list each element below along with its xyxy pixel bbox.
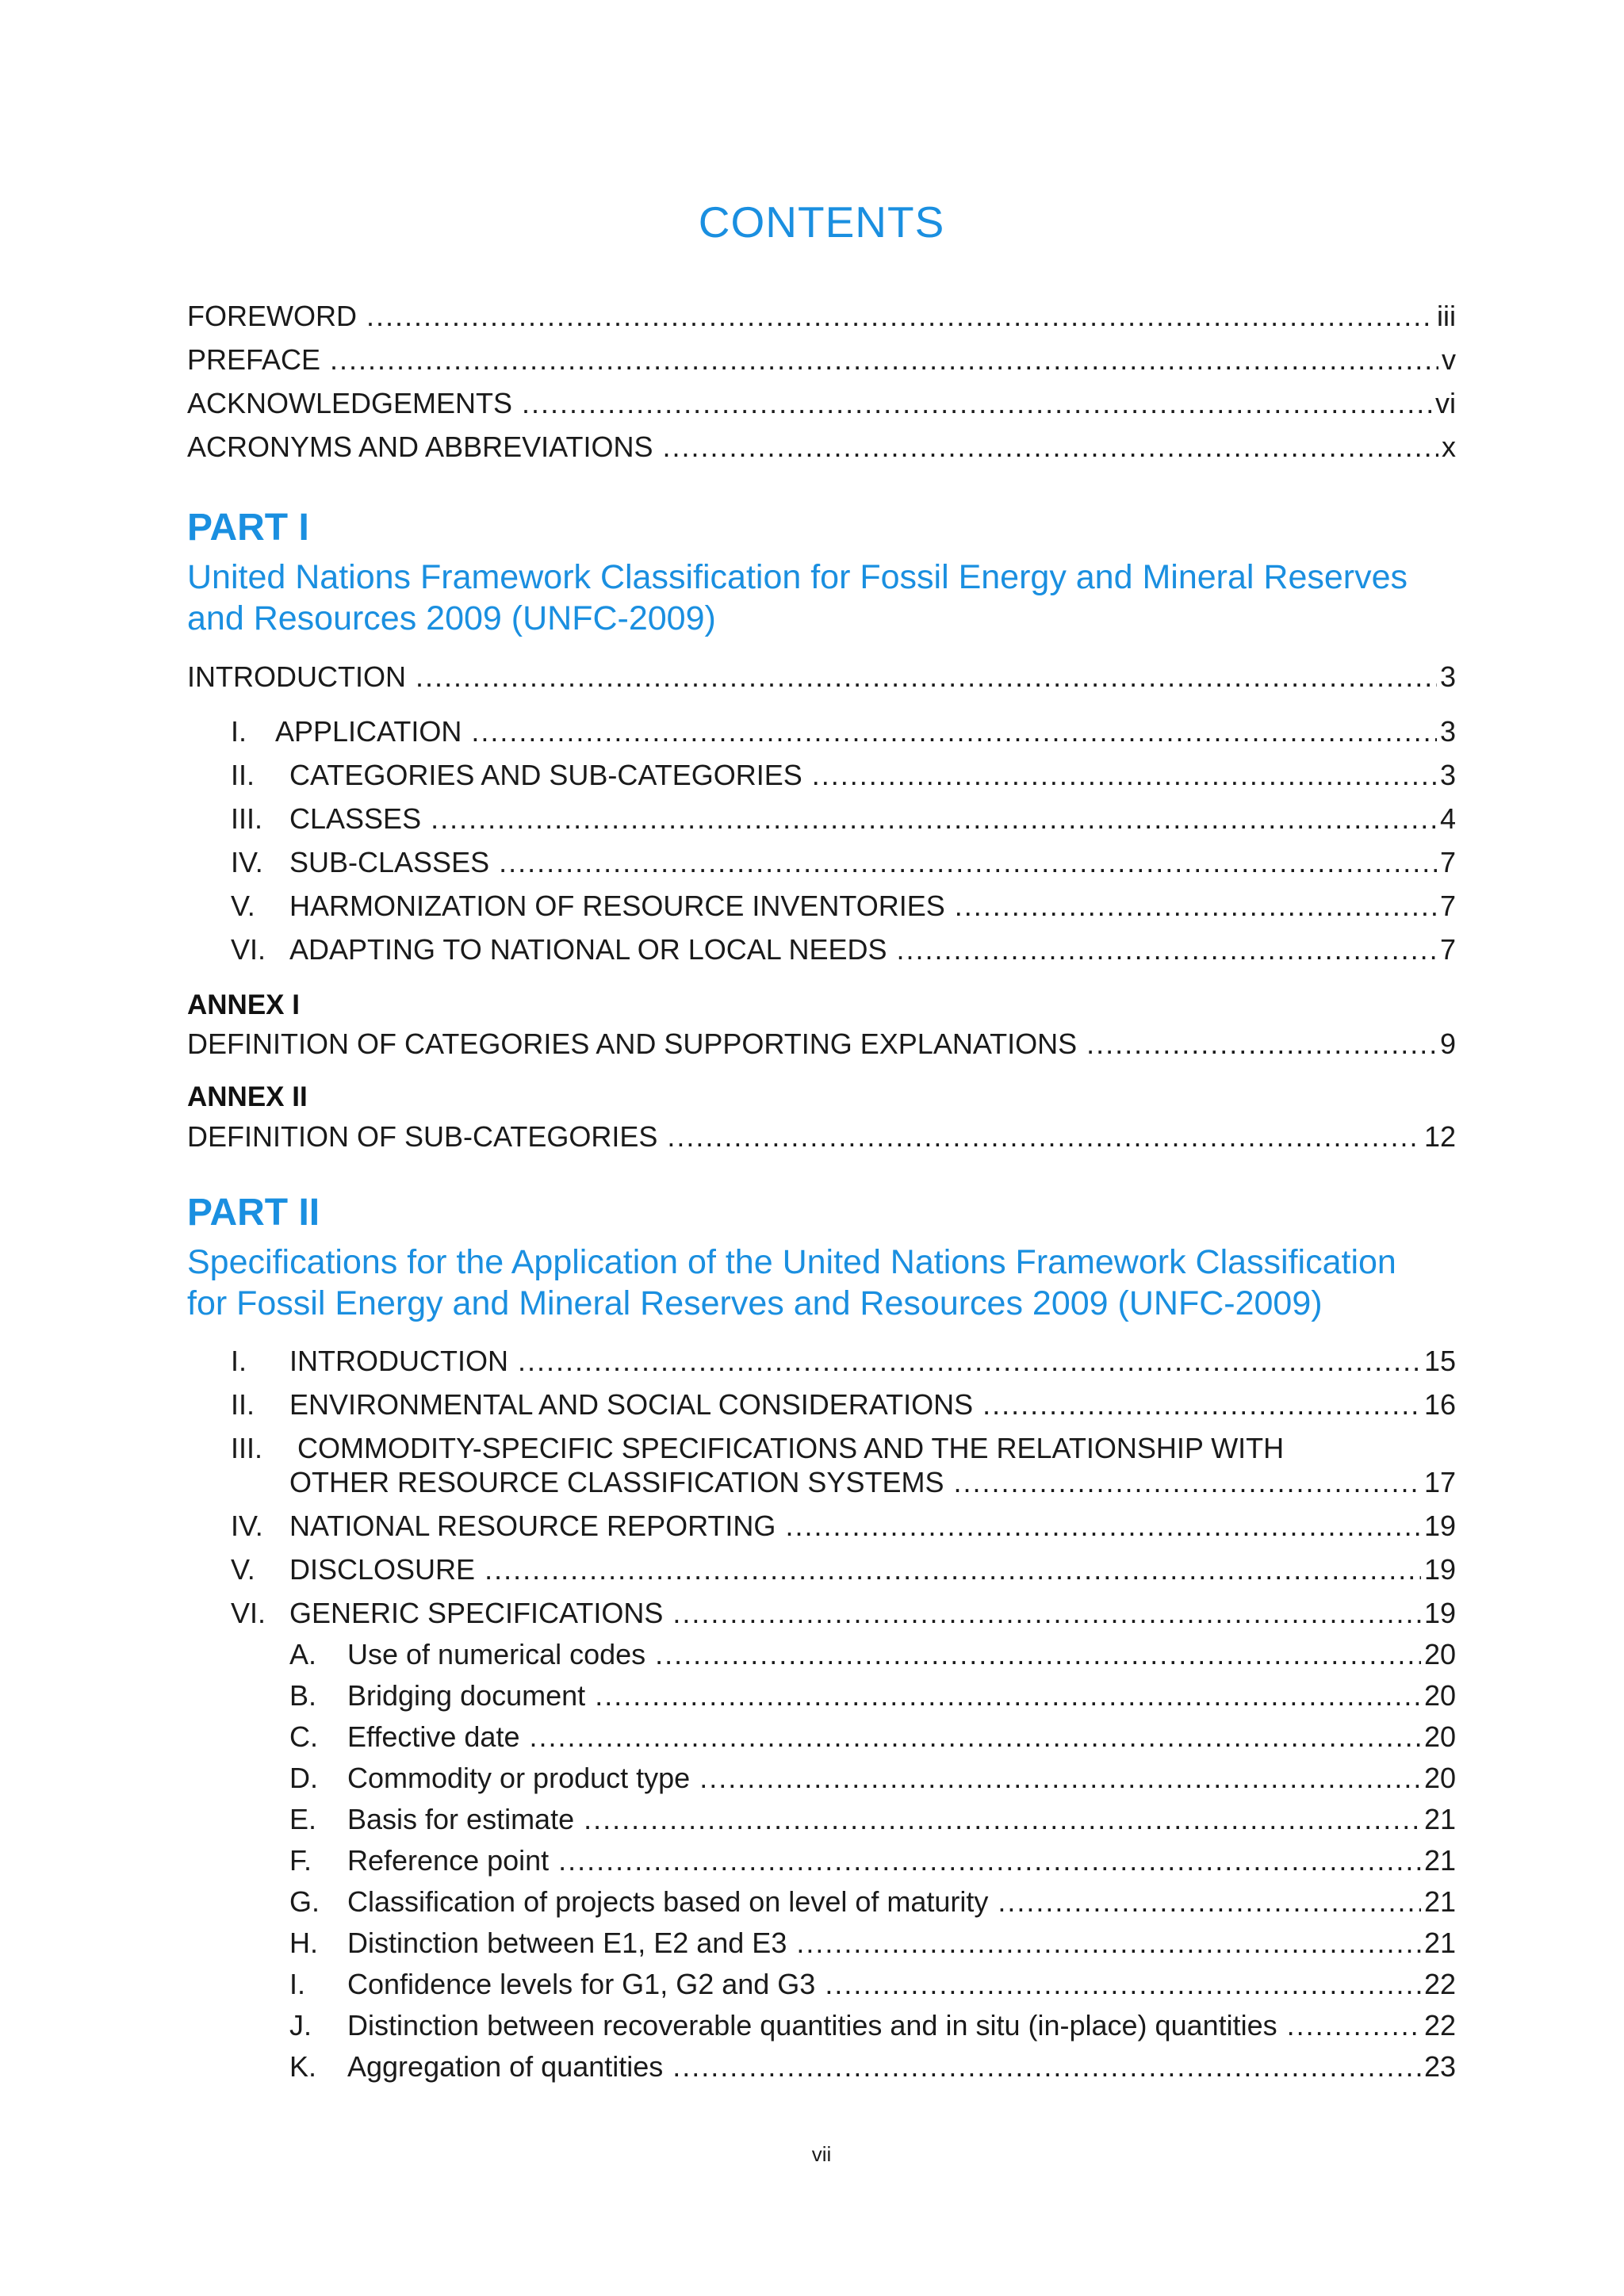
toc-leader-dots [366,297,1434,336]
toc-leader-dots [529,1717,1420,1757]
toc-leader-dots [953,1463,1421,1502]
toc-leader-dots [518,1341,1421,1381]
toc-entry-label: SUB-CLASSES [289,846,490,878]
toc-entry-label: FOREWORD [187,300,357,332]
toc-entry-section[interactable] [187,712,1456,752]
toc-page-number: 20 [1423,1720,1456,1753]
toc-entry-label: NATIONAL RESOURCE REPORTING [289,1510,776,1542]
toc-entry-section[interactable] [187,756,1456,795]
toc-entry-subsection[interactable] [187,1923,1456,1963]
toc-leader-dots [662,427,1438,467]
toc-entry-label: CATEGORIES AND SUB-CATEGORIES [289,759,802,791]
toc-section-number: V. [231,1553,255,1586]
toc-entry-subsection[interactable] [187,1882,1456,1922]
toc-entry-label: Reference point [347,1844,550,1877]
toc-page-number: 4 [1439,802,1456,835]
toc-entry-label: INTRODUCTION [187,660,406,693]
toc-leader-dots [499,843,1437,882]
toc-page-number: x [1442,430,1456,463]
page-title: CONTENTS [698,197,945,247]
footer-page-number: vii [811,2142,832,2166]
toc-page-number: 7 [1439,846,1456,878]
toc-section-number: I. [231,715,247,748]
toc-page-number: 3 [1439,660,1456,693]
toc-entry-label: DISCLOSURE [289,1553,476,1586]
toc-page-number: 23 [1423,2050,1456,2083]
toc-leader-dots [785,1506,1421,1546]
toc-page-number: 21 [1423,1885,1456,1918]
toc-entry-foreword[interactable] [187,297,1456,336]
toc-entry-section[interactable] [187,1385,1456,1425]
toc-entry-section[interactable] [187,930,1456,970]
toc-leader-dots [897,930,1437,970]
toc-section-number: VI. [231,1597,266,1629]
toc-entry-label: ACKNOWLEDGEMENTS [187,387,513,419]
toc-leader-dots [471,712,1437,752]
toc-leader-dots [416,657,1437,697]
toc-entry-subsection[interactable] [187,2047,1456,2087]
toc-leader-dots [825,1965,1421,2004]
toc-leader-dots [431,799,1437,839]
toc-page-number: 9 [1439,1027,1456,1060]
toc-page-number: vi [1435,387,1456,419]
toc-entry-section[interactable] [187,799,1456,839]
toc-leader-dots [584,1800,1421,1839]
toc-entry-label: Use of numerical codes [347,1638,646,1670]
toc-section-number: II. [231,1388,255,1421]
toc-page-number: 22 [1423,2009,1456,2042]
toc-leader-dots [595,1676,1421,1716]
toc-entry-label: ACRONYMS AND ABBREVIATIONS [187,430,653,463]
toc-subsection-letter: J. [289,2009,312,2042]
toc-entry-introduction[interactable] [187,657,1456,697]
toc-entry-section[interactable] [187,843,1456,882]
toc-page-number: 7 [1439,890,1456,922]
toc-page-number: 19 [1423,1553,1456,1586]
toc-section-number: II. [231,759,255,791]
toc-page-number: iii [1437,300,1456,332]
toc-entry-label: Commodity or product type [347,1762,691,1794]
toc-entry-label: CLASSES [289,802,422,835]
toc-page-number: 15 [1423,1345,1456,1377]
toc-page-number: 16 [1423,1388,1456,1421]
toc-entry-section[interactable] [187,1550,1456,1590]
toc-entry-section[interactable] [187,1341,1456,1381]
toc-page-number: 3 [1439,759,1456,791]
toc-entry-subsection[interactable] [187,1965,1456,2004]
toc-leader-dots [1287,2006,1421,2045]
toc-page-number: 12 [1423,1120,1456,1153]
toc-subsection-letter: D. [289,1762,318,1794]
toc-entry-subsection[interactable] [187,1635,1456,1674]
part-heading: PART II [187,1192,320,1234]
toc-page-number: 20 [1423,1679,1456,1712]
toc-entry-label: Effective date [347,1720,520,1753]
toc-entry-subsection[interactable] [187,1758,1456,1798]
toc-page-number: 20 [1423,1762,1456,1794]
toc-entry-annex[interactable] [187,1024,1456,1064]
toc-entry-label: OTHER RESOURCE CLASSIFICATION SYSTEMS [289,1466,944,1498]
toc-section-number: I. [231,1345,247,1377]
toc-entry-label: Basis for estimate [347,1803,575,1835]
toc-page-number: 22 [1423,1968,1456,2000]
toc-entry-section[interactable] [187,1594,1456,1633]
toc-entry-label: DEFINITION OF CATEGORIES AND SUPPORTING EXPLANATIONS [187,1027,1078,1060]
toc-leader-dots [558,1841,1421,1881]
toc-entry-section[interactable] [187,1506,1456,1546]
toc-entry-section-line2[interactable] [187,1463,1456,1502]
toc-entry-label: PREFACE [187,343,321,376]
toc-subsection-letter: I. [289,1968,306,2000]
toc-page-number: 20 [1423,1638,1456,1670]
toc-page-number: 19 [1423,1510,1456,1542]
toc-entry-label: APPLICATION [275,715,462,748]
toc-leader-dots [796,1923,1421,1963]
toc-leader-dots [330,340,1438,380]
toc-entry-acronyms[interactable] [187,427,1456,467]
toc-entry-label: DEFINITION OF SUB-CATEGORIES [187,1120,658,1153]
toc-entry-label: ADAPTING TO NATIONAL OR LOCAL NEEDS [289,933,887,966]
toc-section-number: IV. [231,846,263,878]
toc-section-number: IV. [231,1510,263,1542]
toc-entry-annex[interactable] [187,1117,1456,1157]
toc-subsection-letter: H. [289,1927,318,1959]
toc-subsection-letter: A. [289,1638,317,1670]
toc-entry-label: INTRODUCTION [289,1345,508,1377]
toc-leader-dots [672,2047,1421,2087]
toc-leader-dots [1086,1024,1437,1064]
toc-subsection-letter: K. [289,2050,317,2083]
part-subtitle-line2: for Fossil Energy and Mineral Reserves and Resources 2009 (UNFC-2009) [187,1284,1323,1322]
toc-page-number: 21 [1423,1844,1456,1877]
toc-page-number: 19 [1423,1597,1456,1629]
toc-subsection-letter: C. [289,1720,318,1753]
part-subtitle-line1: United Nations Framework Classification for Fossil Energy and Mineral Reserves [187,558,1408,596]
toc-entry-label: Aggregation of quantities [347,2050,664,2083]
toc-subsection-letter: G. [289,1885,320,1918]
toc-leader-dots [667,1117,1421,1157]
toc-entry-subsection[interactable] [187,1800,1456,1839]
toc-entry-label: COMMODITY-SPECIFIC SPECIFICATIONS AND THE RELATIONSHIP WITH [297,1432,1285,1464]
toc-page-number: 7 [1439,933,1456,966]
toc-leader-dots [672,1594,1421,1633]
toc-entry-label: ENVIRONMENTAL AND SOCIAL CONSIDERATIONS [289,1388,974,1421]
part-heading: PART I [187,507,309,549]
toc-leader-dots [998,1882,1421,1922]
toc-page-number: v [1442,343,1456,376]
toc-entry-label: Classification of projects based on level of maturity [347,1885,989,1918]
toc-section-number: VI. [231,933,266,966]
toc-entry-acknowledgements[interactable] [187,384,1456,423]
toc-leader-dots [485,1550,1421,1590]
part-subtitle-line2: and Resources 2009 (UNFC-2009) [187,599,716,637]
toc-leader-dots [655,1635,1421,1674]
part-subtitle-line1: Specifications for the Application of the United Nations Framework Classification [187,1243,1396,1281]
toc-entry-label: Bridging document [347,1679,586,1712]
toc-section-number: V. [231,890,255,922]
toc-subsection-letter: E. [289,1803,317,1835]
toc-entry-label: Confidence levels for G1, G2 and G3 [347,1968,816,2000]
toc-leader-dots [982,1385,1421,1425]
toc-section-number: III. [231,802,263,835]
toc-subsection-letter: F. [289,1844,312,1877]
toc-entry-subsection[interactable] [187,1676,1456,1716]
toc-entry-label: GENERIC SPECIFICATIONS [289,1597,664,1629]
toc-page-number: 17 [1423,1466,1456,1498]
toc-entry-label: Distinction between recoverable quantities and in situ (in-place) quantities [347,2009,1277,2042]
annex-heading: ANNEX I [187,989,300,1020]
toc-entry-section[interactable] [187,886,1456,926]
toc-entry-subsection[interactable] [187,2006,1456,2045]
toc-page-number: 21 [1423,1803,1456,1835]
toc-subsection-letter: B. [289,1679,317,1712]
toc-entry-subsection[interactable] [187,1717,1456,1757]
toc-page-number: 21 [1423,1927,1456,1959]
toc-entry-subsection[interactable] [187,1841,1456,1881]
annex-heading: ANNEX II [187,1081,308,1112]
toc-section-number: III. [231,1432,263,1464]
toc-leader-dots [812,756,1437,795]
toc-leader-dots [699,1758,1421,1798]
toc-leader-dots [522,384,1432,423]
toc-entry-label: HARMONIZATION OF RESOURCE INVENTORIES [289,890,945,922]
toc-entry-label: Distinction between E1, E2 and E3 [347,1927,787,1959]
toc-page-number: 3 [1439,715,1456,748]
toc-leader-dots [955,886,1437,926]
toc-entry-preface[interactable] [187,340,1456,380]
